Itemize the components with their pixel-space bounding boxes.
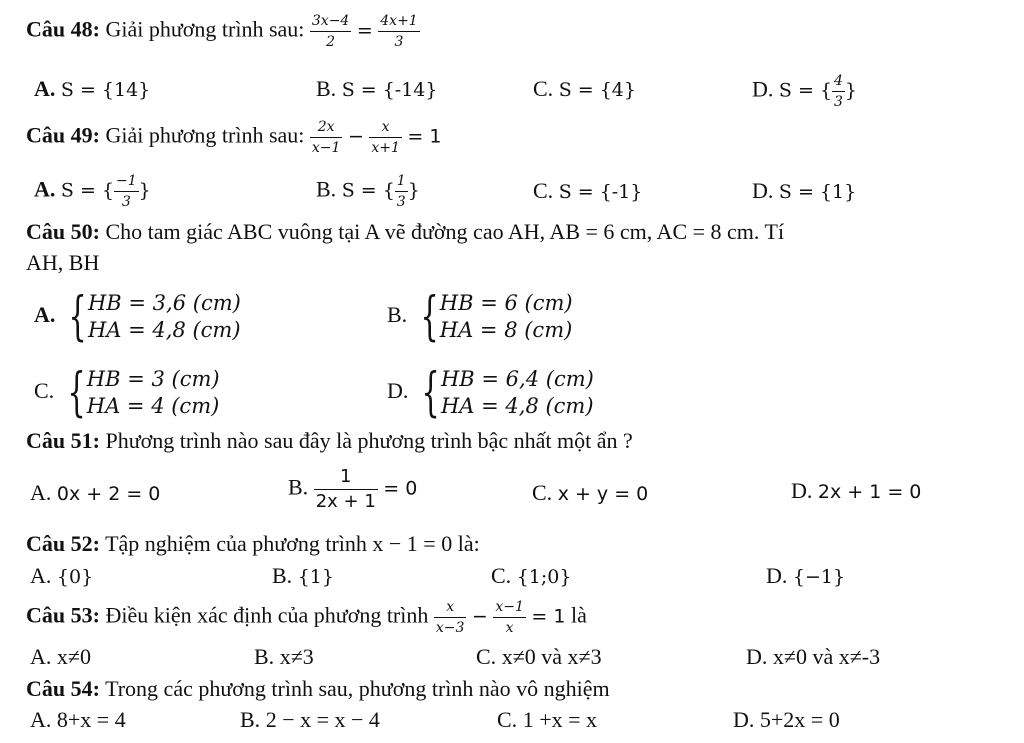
q49-minus: − <box>347 125 364 148</box>
q50-c-system <box>60 363 220 423</box>
q50-option-c <box>34 363 220 423</box>
q53-a-text: x≠0 <box>56 644 91 669</box>
q52-c-text: {1;0} <box>516 566 572 588</box>
q49-a-pre: S = { <box>60 179 114 202</box>
q52-b-label: B. <box>272 563 293 588</box>
q54-a-text: 8+x = 4 <box>56 707 126 732</box>
q53-fraction-1 <box>434 600 467 635</box>
q51-b-fraction <box>314 468 378 511</box>
q48-d-post: } <box>844 79 858 102</box>
q50-stem-line-2: AH, BH <box>26 250 100 275</box>
q54-stem <box>26 676 610 702</box>
q48-a-text: S = {14} <box>60 79 151 101</box>
q51-a-text: 0x + 2 = 0 <box>56 483 161 505</box>
q48-lhs-den: 2 <box>326 34 336 50</box>
q48-option-c <box>533 76 636 103</box>
q50-d-line-2: HA = 4,8 (cm) <box>440 394 594 418</box>
q51-b-label: B. <box>288 474 309 500</box>
q54-d-text: 5+2x = 0 <box>759 707 840 732</box>
q50-d-line-1: HB = 6,4 (cm) <box>440 367 594 391</box>
q52-option-a <box>30 563 93 590</box>
q49-fraction-2 <box>369 120 402 155</box>
q49-f2-num: x <box>369 120 402 138</box>
q54-a-label: A. <box>30 707 52 732</box>
q52-option-d <box>766 563 845 590</box>
q49-b-fraction <box>395 174 408 209</box>
q48-rhs-num: 4x+1 <box>378 14 419 32</box>
q53-stem <box>26 600 587 635</box>
q52-label: Câu 52: <box>26 531 100 556</box>
q48-option-d <box>752 74 857 109</box>
q51-d-label: D. <box>791 478 813 503</box>
q53-c-text: x≠0 và x≠3 <box>501 644 602 669</box>
q53-option-b <box>254 644 314 670</box>
q49-option-d <box>752 178 856 205</box>
q51-stem <box>26 428 633 454</box>
q53-f2-num: x−1 <box>493 600 526 618</box>
q52-text: Tập nghiệm của phương trình x − 1 = 0 là: <box>105 531 480 556</box>
q49-b-label: B. <box>316 176 337 202</box>
q51-option-d <box>791 478 921 505</box>
q49-c-label: C. <box>533 178 554 203</box>
q51-b-den: 2x + 1 <box>315 491 376 512</box>
q48-d-pre: S = { <box>778 79 832 102</box>
q50-option-d <box>387 363 594 423</box>
q53-d-label: D. <box>746 644 768 669</box>
q49-a-den: 3 <box>121 194 131 210</box>
q50-b-label: B. <box>387 302 408 328</box>
q52-d-text: {−1} <box>792 566 846 588</box>
q53-option-c <box>476 644 602 670</box>
q48-eq: = <box>356 19 373 42</box>
q48-c-text: S = {4} <box>558 79 636 101</box>
q49-f1-num: 2x <box>310 120 343 138</box>
q50-c-brace: { <box>67 363 86 423</box>
q49-c-text: S = {-1} <box>558 181 643 203</box>
q54-option-c <box>497 707 597 733</box>
q52-stem <box>26 531 480 557</box>
q50-a-brace: { <box>68 287 87 347</box>
q50-a-line-2: HA = 4,8 (cm) <box>87 318 241 342</box>
q49-a-label: A. <box>34 176 56 202</box>
q50-label: Câu 50: <box>26 219 100 244</box>
q49-d-text: S = {1} <box>778 181 857 203</box>
q54-d-label: D. <box>733 707 755 732</box>
q53-fraction-2 <box>493 600 526 635</box>
q48-rhs-den: 3 <box>394 34 404 50</box>
q49-label: Câu 49: <box>26 122 100 148</box>
q53-f2-den: x <box>505 620 514 636</box>
q52-a-text: {0} <box>56 566 94 588</box>
q52-b-text: {1} <box>297 566 334 588</box>
q53-tail: là <box>570 602 587 628</box>
q53-text: Điều kiện xác định của phương trình <box>105 602 429 628</box>
q53-a-label: A. <box>30 644 52 669</box>
q51-d-text: 2x + 1 = 0 <box>817 481 922 503</box>
q50-option-a <box>34 287 241 347</box>
q52-a-label: A. <box>30 563 52 588</box>
q50-a-system <box>61 287 241 347</box>
q53-minus: − <box>471 605 488 628</box>
q51-c-text: x + y = 0 <box>557 483 649 505</box>
q48-label: Câu 48: <box>26 16 100 42</box>
q48-b-label: B. <box>316 76 337 101</box>
q51-c-label: C. <box>532 480 553 505</box>
q49-option-c <box>533 178 642 205</box>
q50-b-brace: { <box>420 287 439 347</box>
q48-lhs-fraction <box>310 14 351 49</box>
q48-rhs-fraction <box>378 14 419 49</box>
q53-b-label: B. <box>254 644 275 669</box>
q54-b-text: 2 − x = x − 4 <box>265 707 380 732</box>
q50-d-brace: { <box>421 363 440 423</box>
q53-rhs: = 1 <box>531 605 566 628</box>
q54-option-d <box>733 707 840 733</box>
q53-f1-num: x <box>434 600 467 618</box>
q49-rhs: = 1 <box>407 125 442 148</box>
q52-option-c <box>491 563 571 590</box>
q48-d-num: 4 <box>832 74 845 92</box>
q48-a-label: A. <box>34 76 56 101</box>
q52-option-b <box>272 563 334 590</box>
q49-b-post: } <box>407 179 420 202</box>
q54-option-a <box>30 707 126 733</box>
q53-c-label: C. <box>476 644 497 669</box>
q48-text: Giải phương trình sau: <box>105 16 305 42</box>
q48-lhs-num: 3x−4 <box>310 14 351 32</box>
q54-b-label: B. <box>240 707 261 732</box>
q48-option-b <box>316 76 437 103</box>
q48-d-label: D. <box>752 76 774 102</box>
q53-b-text: x≠3 <box>279 644 314 669</box>
q52-c-label: C. <box>491 563 512 588</box>
q50-option-b <box>387 287 573 347</box>
q50-d-system <box>414 363 594 423</box>
q54-text: Trong các phương trình sau, phương trình nào vô nghiệm <box>105 676 610 701</box>
q50-a-label: A. <box>34 302 56 328</box>
q49-a-fraction <box>114 174 139 209</box>
q53-d-text: x≠0 và x≠-3 <box>772 644 881 669</box>
q51-text: Phương trình nào sau đây là phương trình bậc nhất một ẩn ? <box>105 428 633 453</box>
q50-d-label: D. <box>387 378 409 404</box>
q49-text: Giải phương trình sau: <box>105 122 305 148</box>
q49-option-b <box>316 174 420 209</box>
q49-f1-den: x−1 <box>311 140 341 156</box>
q48-c-label: C. <box>533 76 554 101</box>
q50-c-label: C. <box>34 378 55 404</box>
q50-b-line-2: HA = 8 (cm) <box>439 318 573 342</box>
q49-f2-den: x+1 <box>371 140 400 156</box>
q51-option-c <box>532 480 648 507</box>
q51-option-b <box>288 468 417 511</box>
q54-label: Câu 54: <box>26 676 100 701</box>
q49-option-a <box>34 174 151 209</box>
q50-stem <box>26 219 784 245</box>
q49-d-label: D. <box>752 178 774 203</box>
q53-option-a <box>30 644 91 670</box>
q50-a-line-1: HB = 3,6 (cm) <box>87 291 241 315</box>
q49-b-pre: S = { <box>341 179 395 202</box>
q51-a-label: A. <box>30 480 52 505</box>
q54-c-text: 1 +x = x <box>522 707 598 732</box>
q50-text: Cho tam giác ABC vuông tại A vẽ đường cao AH, AB = 6 cm, AC = 8 cm. Tí <box>105 219 785 244</box>
q53-label: Câu 53: <box>26 602 100 628</box>
q49-b-den: 3 <box>396 194 406 210</box>
q53-f1-den: x−3 <box>435 620 465 636</box>
q48-stem <box>26 14 420 49</box>
q50-b-system <box>413 287 573 347</box>
q49-a-post: } <box>138 179 151 202</box>
q50-c-line-2: HA = 4 (cm) <box>86 394 220 418</box>
q54-option-b <box>240 707 380 733</box>
q52-d-label: D. <box>766 563 788 588</box>
q49-b-num: 1 <box>395 174 408 192</box>
q51-option-a <box>30 480 160 507</box>
q49-fraction-1 <box>310 120 343 155</box>
q48-option-a <box>34 76 150 103</box>
q48-d-fraction <box>832 74 845 109</box>
q54-c-label: C. <box>497 707 518 732</box>
q48-b-text: S = {-14} <box>341 79 438 101</box>
q50-b-line-1: HB = 6 (cm) <box>439 291 573 315</box>
q49-a-num: −1 <box>114 174 139 192</box>
q51-b-post: = 0 <box>383 477 418 500</box>
q48-d-den: 3 <box>834 94 843 110</box>
q53-option-d <box>746 644 880 670</box>
q51-label: Câu 51: <box>26 428 100 453</box>
q51-b-num: 1 <box>314 468 378 490</box>
q49-stem <box>26 120 441 155</box>
q50-c-line-1: HB = 3 (cm) <box>86 367 220 391</box>
